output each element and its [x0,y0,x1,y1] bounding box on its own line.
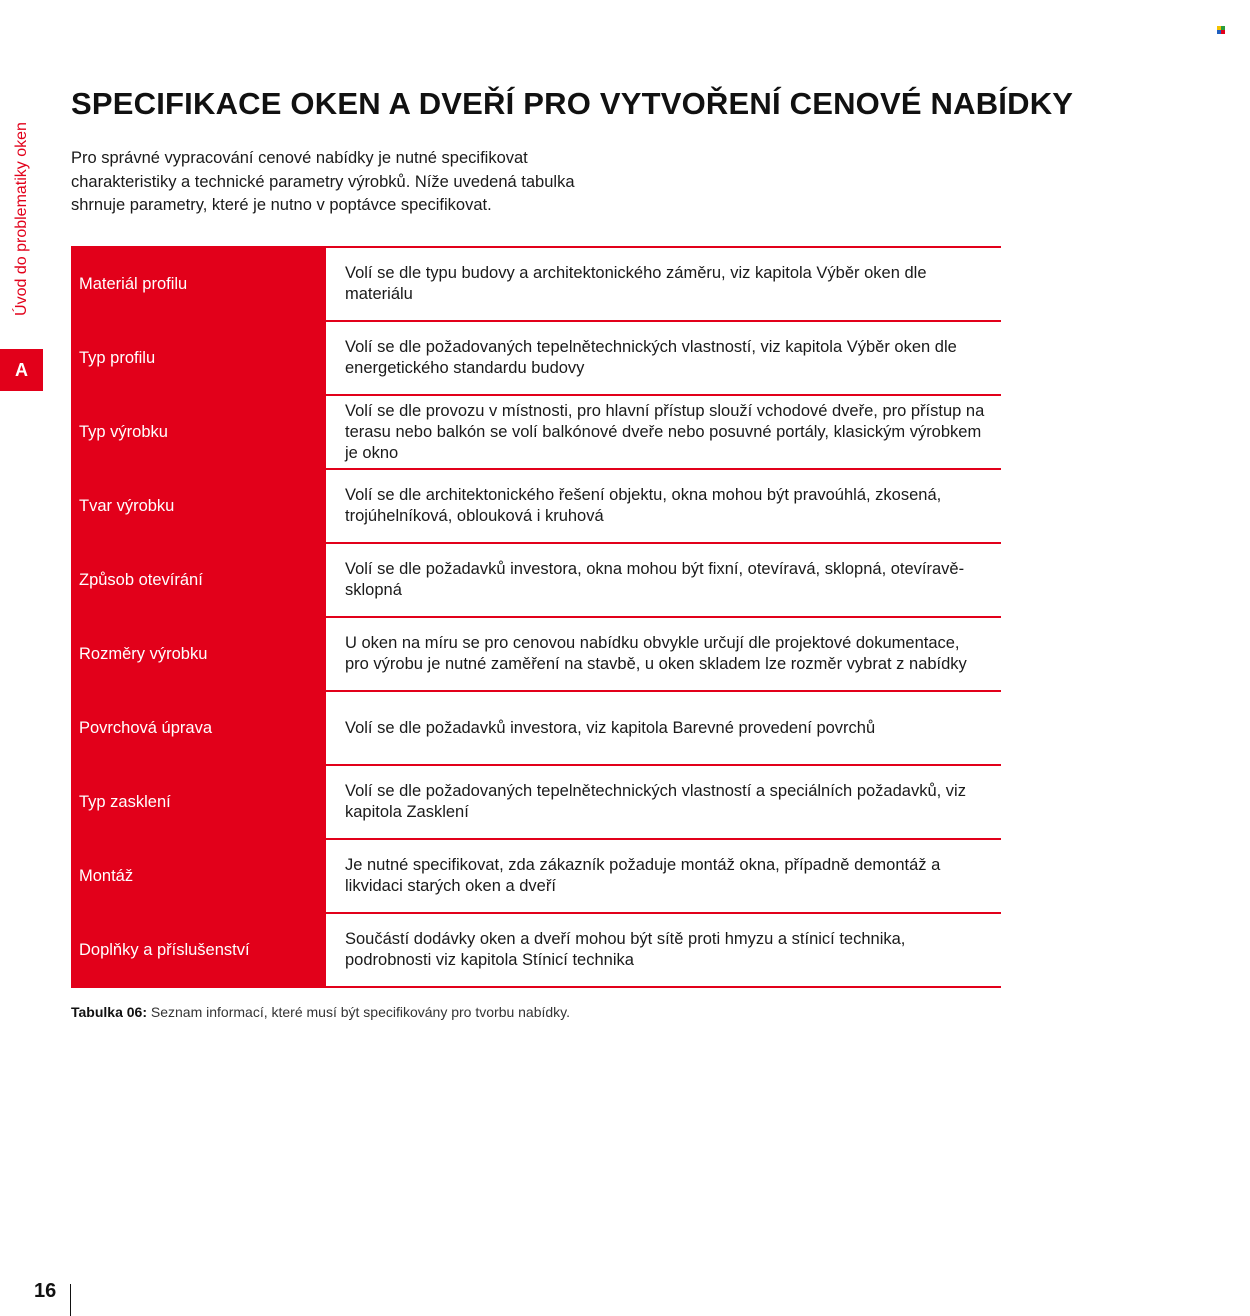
row-parameter-description: Volí se dle provozu v místnosti, pro hlavní přístup slouží vchodové dveře, pro přístup na terasu nebo balkón se volí balkónové dveře nebo posuvné portály, klasickým výrobkem je okno [345,401,985,462]
table-row [71,766,1001,840]
row-parameter-label: Montáž [71,840,328,912]
section-side-label [4,108,40,330]
row-parameter-description: Volí se dle požadavků investora, viz kapitola Barevné provedení povrchů [345,718,876,737]
row-parameter-label: Tvar výrobku [71,470,328,542]
mark-square-red [1221,30,1225,34]
section-tab [0,349,43,391]
table-caption-label: Tabulka 06: [71,1004,147,1020]
row-parameter-label: Typ výrobku [71,396,328,468]
specification-table [71,246,1001,988]
table-row [71,248,1001,322]
row-parameter-description: U oken na míru se pro cenovou nabídku obvykle určují dle projektové dokumentace, pro výrobu je nutné zaměření na stavbě, u oken skladem lze rozměr vybrat z nabídky [345,634,967,673]
intro-paragraph: Pro správné vypracování cenové nabídky je nutné specifikovat charakteristiky a technické parametry výrobků. Níže uvedená tabulka shrnuje parametry, které je nutno v poptávce specifikovat. [71,149,575,214]
table-caption-text: Seznam informací, které musí být specifikovány pro tvorbu nabídky. [147,1004,571,1020]
table-row [71,322,1001,396]
row-parameter-label: Povrchová úprava [71,692,328,764]
page-title: SPECIFIKACE OKEN A DVEŘÍ PRO VYTVOŘENÍ CENOVÉ NABÍDKY [71,86,1074,121]
row-parameter-label: Doplňky a příslušenství [71,914,328,986]
page-number: 16 [34,1280,57,1302]
table-row [71,396,1001,470]
row-parameter-label: Typ profilu [71,322,328,394]
row-parameter-description: Volí se dle typu budovy a architektonického záměru, viz kapitola Výběr oken dle materiálu [345,264,927,303]
color-registration-icon [1217,26,1225,34]
table-row [71,618,1001,692]
table-caption [71,1004,570,1020]
row-parameter-label: Rozměry výrobku [71,618,328,690]
row-parameter-description: Volí se dle architektonického řešení objektu, okna mohou být pravoúhlá, zkosená, trojúhelníková, oblouková i kruhová [345,486,942,525]
section-side-label-text: Úvod do problematiky oken [13,122,31,316]
row-parameter-description: Součástí dodávky oken a dveří mohou být sítě proti hmyzu a stínicí technika, podrobnosti viz kapitola Stínicí technika [345,930,906,969]
table-row [71,914,1001,988]
row-parameter-description: Je nutné specifikovat, zda zákazník požaduje montáž okna, případně demontáž a likvidaci starých oken a dveří [345,856,941,895]
row-parameter-label: Typ zasklení [71,766,328,838]
row-parameter-label: Materiál profilu [71,248,328,320]
page-number-divider [70,1284,71,1316]
row-parameter-description: Volí se dle požadovaných tepelnětechnických vlastností a speciálních požadavků, viz kapitola Zasklení [345,782,966,821]
row-parameter-description: Volí se dle požadavků investora, okna mohou být fixní, otevíravá, sklopná, otevíravě-sklopná [345,560,965,599]
table-row [71,470,1001,544]
row-parameter-description: Volí se dle požadovaných tepelnětechnických vlastností, viz kapitola Výběr oken dle energetického standardu budovy [345,338,957,377]
section-tab-letter: A [15,359,28,380]
table-row [71,840,1001,914]
row-parameter-label: Způsob otevírání [71,544,328,616]
table-row [71,544,1001,618]
table-row [71,692,1001,766]
